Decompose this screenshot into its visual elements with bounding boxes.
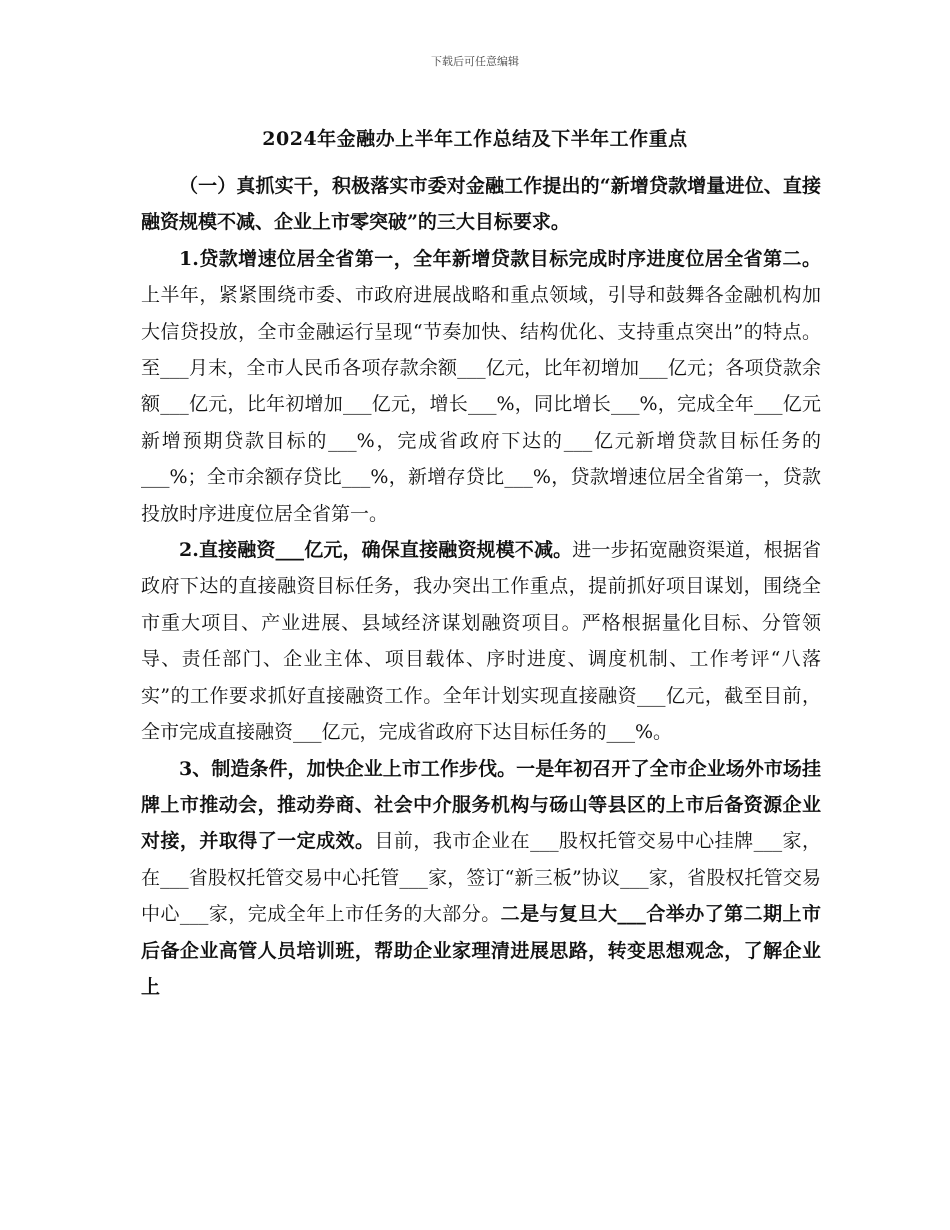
document-body [141, 168, 821, 1005]
paragraph-lead: （一）真抓实干，积极落实市委对金融工作提出的“新增贷款增量进位、直接融资规模不减、企业上市零突破”的三大目标要求。 [141, 175, 821, 234]
paragraph-body: 目前，我市企业在___股权托管交易中心挂牌___家，在___省股权托管交易中心托管___家，签订“新三板”协议___家，省股权托管交易中心___家，完成全年上市任务的大部分。 [141, 830, 821, 926]
paragraph-item-1 [141, 241, 821, 532]
header-note: 下载后可任意编辑 [431, 55, 519, 68]
paragraph-body: 进一步拓宽融资渠道，根据省政府下达的直接融资目标任务，我办突出工作重点，提前抓好项目谋划，围绕全市重大项目、产业进展、县域经济谋划融资项目。严格根据量化目标、分管领导、责任部门、企业主体、项目载体、序时进度、调度机制、工作考评“八落实”的工作要求抓好直接融资工作。全年计划实现直接融资___亿元，截至目前，全市完成直接融资___亿元，完成省政府下达目标任务的___%。 [141, 539, 821, 744]
paragraph-tail: 二是与复旦大___合举办了第二期上市后备企业高管人员培训班，帮助企业家理清进展思路，转变思想观念，了解企业上 [141, 903, 821, 998]
paragraph-item-3 [141, 751, 821, 1006]
paragraph-body: 上半年，紧紧围绕市委、市政府进展战略和重点领域，引导和鼓舞各金融机构加大信贷投放，全市金融运行呈现“节奏加快、结构优化、支持重点突出”的特点。至___月末，全市人民币各项存款余额___亿元，比年初增加___亿元；各项贷款余额___亿元，比年初增加___亿元，增长___%，同比增长___%，完成全年___亿元新增预期贷款目标的___%，完成省政府下达的___亿元新增贷款目标任务的___%；全市余额存贷比___%，新增存贷比___%，贷款增速位居全省第一，贷款投放时序进度位居全省第一。 [141, 284, 821, 525]
paragraph-lead: 3、制造条件，加快企业上市工作步伐。一是年初召开了全市企业场外市场挂牌上市推动会，推动券商、社会中介服务机构与砀山等县区的上市后备资源企业对接，并取得了一定成效。 [141, 757, 821, 853]
paragraph-section-1 [141, 168, 821, 241]
paragraph-lead: 2.直接融资___亿元，确保直接融资规模不减。 [179, 539, 573, 562]
document-title: 2024年金融办上半年工作总结及下半年工作重点 [262, 128, 688, 150]
paragraph-lead: 1.贷款增速位居全省第一，全年新增贷款目标完成时序进度位居全省第二。 [179, 247, 821, 270]
paragraph-item-2 [141, 532, 821, 750]
